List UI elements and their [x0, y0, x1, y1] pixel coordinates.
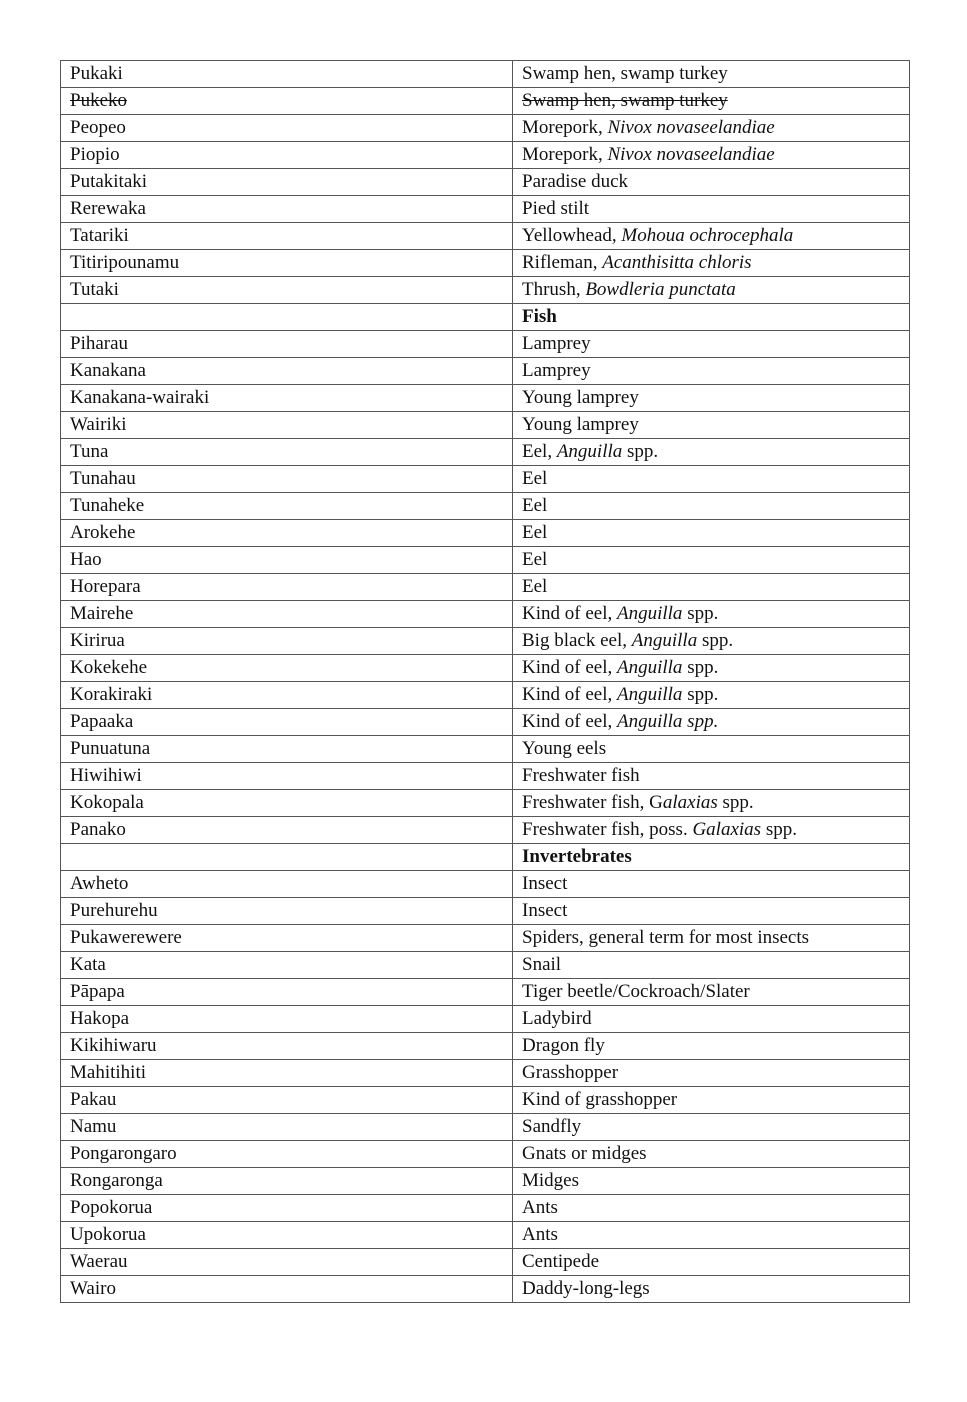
english-name-cell: [513, 223, 910, 250]
table-row: [61, 1033, 910, 1060]
table-row: [61, 601, 910, 628]
english-name-cell: [513, 898, 910, 925]
maori-name-cell: Tatariki: [61, 223, 513, 250]
common-name: Invertebrates: [522, 846, 632, 867]
english-name-cell: [513, 88, 910, 115]
scientific-name: Nivox novaseelandiae: [607, 144, 775, 165]
scientific-name: Bowdleria punctata: [585, 279, 736, 300]
maori-name-cell: [61, 844, 513, 871]
common-name: Tiger beetle/Cockroach/Slater: [522, 981, 750, 1002]
scientific-name: Mohoua ochrocephala: [621, 225, 794, 246]
common-name: Daddy-long-legs: [522, 1278, 650, 1299]
english-name-cell: [513, 628, 910, 655]
scientific-suffix: spp.: [682, 684, 719, 705]
common-name: Insect: [522, 900, 568, 921]
english-name-cell: [513, 925, 910, 952]
english-name-cell: [513, 358, 910, 385]
maori-name-cell: Pakau: [61, 1087, 513, 1114]
common-name: Young eels: [522, 738, 607, 759]
maori-name-cell: Rongaronga: [61, 1168, 513, 1195]
common-name: Morepork,: [522, 144, 608, 165]
english-name-cell: [513, 1087, 910, 1114]
table-row: [61, 736, 910, 763]
scientific-name: Anguilla: [616, 603, 683, 624]
english-name-cell: [513, 763, 910, 790]
species-table: [60, 60, 910, 1303]
common-name: Gnats or midges: [522, 1143, 647, 1164]
english-name-cell: [513, 169, 910, 196]
table-row: [61, 1276, 910, 1303]
scientific-suffix: spp.: [717, 792, 754, 813]
maori-name-cell: Punuatuna: [61, 736, 513, 763]
common-name: Freshwater fish: [522, 765, 640, 786]
english-name-cell: [513, 520, 910, 547]
common-name: Eel: [522, 495, 548, 516]
maori-name-cell: Titiripounamu: [61, 250, 513, 277]
section-header: [513, 844, 910, 871]
section-header-row: [61, 844, 910, 871]
english-name-cell: [513, 61, 910, 88]
scientific-suffix: spp.: [682, 603, 719, 624]
table-row: [61, 817, 910, 844]
english-name-cell: [513, 493, 910, 520]
common-name: Kind of eel,: [522, 684, 617, 705]
table-row: [61, 250, 910, 277]
common-name: Swamp hen, swamp turkey: [522, 90, 728, 111]
maori-name-cell: Kanakana-wairaki: [61, 385, 513, 412]
table-row: [61, 574, 910, 601]
table-row: [61, 466, 910, 493]
english-name-cell: [513, 736, 910, 763]
common-name: Sandfly: [522, 1116, 582, 1137]
common-name: Centipede: [522, 1251, 600, 1272]
common-name: Ladybird: [522, 1008, 592, 1029]
common-name: Lamprey: [522, 360, 591, 381]
common-name: Kind of grasshopper: [522, 1089, 678, 1110]
english-name-cell: [513, 682, 910, 709]
common-name: Rifleman,: [522, 252, 603, 273]
english-name-cell: [513, 250, 910, 277]
table-row: [61, 169, 910, 196]
common-name: Eel,: [522, 441, 557, 462]
english-name-cell: [513, 601, 910, 628]
maori-name-cell: Wairiki: [61, 412, 513, 439]
table-row: [61, 1114, 910, 1141]
common-name: Kind of eel,: [522, 657, 617, 678]
common-name: Fish: [522, 306, 557, 327]
scientific-suffix: spp.: [682, 657, 719, 678]
common-name: Eel: [522, 576, 548, 597]
english-name-cell: [513, 1195, 910, 1222]
common-name: Freshwater fish, poss.: [522, 819, 693, 840]
common-name: Grasshopper: [522, 1062, 619, 1083]
english-name-cell: [513, 547, 910, 574]
table-row: [61, 520, 910, 547]
maori-name-cell: Kikihiwaru: [61, 1033, 513, 1060]
english-name-cell: [513, 979, 910, 1006]
table-row: [61, 1141, 910, 1168]
document-page: [60, 60, 909, 1303]
table-row: [61, 223, 910, 250]
maori-name-cell: Pukeko: [61, 88, 513, 115]
maori-name-cell: Pukawerewere: [61, 925, 513, 952]
table-row: [61, 493, 910, 520]
maori-name-cell: Kata: [61, 952, 513, 979]
common-name: Big black eel,: [522, 630, 632, 651]
maori-name-cell: Korakiraki: [61, 682, 513, 709]
table-row: [61, 790, 910, 817]
maori-name-cell: Pukaki: [61, 61, 513, 88]
maori-name-cell: Hao: [61, 547, 513, 574]
table-row: [61, 115, 910, 142]
english-name-cell: [513, 277, 910, 304]
english-name-cell: [513, 331, 910, 358]
table-row: [61, 385, 910, 412]
common-name: Yellowhead,: [522, 225, 622, 246]
table-row: [61, 709, 910, 736]
table-row: [61, 358, 910, 385]
table-row: [61, 331, 910, 358]
table-row: [61, 439, 910, 466]
english-name-cell: [513, 871, 910, 898]
english-name-cell: [513, 1222, 910, 1249]
table-row: [61, 898, 910, 925]
common-name: Eel: [522, 522, 548, 543]
table-row: [61, 547, 910, 574]
species-table-body: [61, 61, 910, 1303]
maori-name-cell: Namu: [61, 1114, 513, 1141]
english-name-cell: [513, 1141, 910, 1168]
maori-name-cell: Arokehe: [61, 520, 513, 547]
table-row: [61, 763, 910, 790]
maori-name-cell: Horepara: [61, 574, 513, 601]
scientific-name: Anguilla spp.: [616, 711, 719, 732]
common-name: Eel: [522, 549, 548, 570]
table-row: [61, 61, 910, 88]
english-name-cell: [513, 385, 910, 412]
scientific-suffix: spp.: [622, 441, 659, 462]
maori-name-cell: Pāpapa: [61, 979, 513, 1006]
common-name: Swamp hen, swamp turkey: [522, 63, 728, 84]
scientific-name: Nivox novaseelandiae: [607, 117, 775, 138]
english-name-cell: [513, 817, 910, 844]
table-row: [61, 952, 910, 979]
common-name: Pied stilt: [522, 198, 590, 219]
table-row: [61, 1087, 910, 1114]
english-name-cell: [513, 790, 910, 817]
maori-name-cell: [61, 304, 513, 331]
english-name-cell: [513, 574, 910, 601]
maori-name-cell: Panako: [61, 817, 513, 844]
maori-name-cell: Hiwihiwi: [61, 763, 513, 790]
common-name: Snail: [522, 954, 562, 975]
maori-name-cell: Awheto: [61, 871, 513, 898]
english-name-cell: [513, 1249, 910, 1276]
english-name-cell: [513, 1006, 910, 1033]
maori-name-cell: Kokekehe: [61, 655, 513, 682]
english-name-cell: [513, 1114, 910, 1141]
common-name: Insect: [522, 873, 568, 894]
table-row: [61, 142, 910, 169]
maori-name-cell: Tuna: [61, 439, 513, 466]
table-row: [61, 88, 910, 115]
table-row: [61, 412, 910, 439]
table-row: [61, 655, 910, 682]
english-name-cell: [513, 466, 910, 493]
table-row: [61, 628, 910, 655]
english-name-cell: [513, 196, 910, 223]
maori-name-cell: Mahitihiti: [61, 1060, 513, 1087]
table-row: [61, 925, 910, 952]
maori-name-cell: Waerau: [61, 1249, 513, 1276]
common-name: Spiders, general term for most insects: [522, 927, 810, 948]
table-row: [61, 682, 910, 709]
table-row: [61, 1249, 910, 1276]
maori-name-cell: Popokorua: [61, 1195, 513, 1222]
english-name-cell: [513, 655, 910, 682]
english-name-cell: [513, 412, 910, 439]
maori-name-cell: Rerewaka: [61, 196, 513, 223]
maori-name-cell: Wairo: [61, 1276, 513, 1303]
table-row: [61, 1060, 910, 1087]
maori-name-cell: Putakitaki: [61, 169, 513, 196]
maori-name-cell: Tunahau: [61, 466, 513, 493]
scientific-name: Anguilla: [556, 441, 623, 462]
table-row: [61, 277, 910, 304]
maori-name-cell: Kokopala: [61, 790, 513, 817]
common-name: Freshwater fish, G: [522, 792, 663, 813]
english-name-cell: [513, 1168, 910, 1195]
table-row: [61, 979, 910, 1006]
section-header-row: [61, 304, 910, 331]
scientific-name: alaxias: [662, 792, 718, 813]
common-name: Young lamprey: [522, 414, 639, 435]
maori-name-cell: Papaaka: [61, 709, 513, 736]
maori-name-cell: Piopio: [61, 142, 513, 169]
maori-name-cell: Piharau: [61, 331, 513, 358]
scientific-name: Acanthisitta chloris: [602, 252, 752, 273]
scientific-name: Galaxias: [692, 819, 762, 840]
table-row: [61, 1006, 910, 1033]
scientific-suffix: spp.: [697, 630, 734, 651]
maori-name-cell: Tutaki: [61, 277, 513, 304]
table-row: [61, 1168, 910, 1195]
section-header: [513, 304, 910, 331]
table-row: [61, 196, 910, 223]
common-name: Eel: [522, 468, 548, 489]
english-name-cell: [513, 115, 910, 142]
scientific-name: Anguilla: [631, 630, 698, 651]
common-name: Ants: [522, 1197, 558, 1218]
english-name-cell: [513, 952, 910, 979]
common-name: Kind of eel,: [522, 603, 617, 624]
maori-name-cell: Kanakana: [61, 358, 513, 385]
scientific-name: Anguilla: [616, 684, 683, 705]
scientific-suffix: spp.: [761, 819, 797, 840]
common-name: Kind of eel,: [522, 711, 617, 732]
maori-name-cell: Mairehe: [61, 601, 513, 628]
common-name: Thrush,: [522, 279, 586, 300]
english-name-cell: [513, 1060, 910, 1087]
maori-name-cell: Pongarongaro: [61, 1141, 513, 1168]
maori-name-cell: Tunaheke: [61, 493, 513, 520]
common-name: Midges: [522, 1170, 579, 1191]
english-name-cell: [513, 709, 910, 736]
english-name-cell: [513, 142, 910, 169]
table-row: [61, 1195, 910, 1222]
common-name: Young lamprey: [522, 387, 639, 408]
maori-name-cell: Peopeo: [61, 115, 513, 142]
maori-name-cell: Kirirua: [61, 628, 513, 655]
common-name: Dragon fly: [522, 1035, 605, 1056]
english-name-cell: [513, 439, 910, 466]
common-name: Ants: [522, 1224, 558, 1245]
scientific-name: Anguilla: [616, 657, 683, 678]
maori-name-cell: Purehurehu: [61, 898, 513, 925]
english-name-cell: [513, 1276, 910, 1303]
common-name: Morepork,: [522, 117, 608, 138]
english-name-cell: [513, 1033, 910, 1060]
maori-name-cell: Hakopa: [61, 1006, 513, 1033]
common-name: Paradise duck: [522, 171, 629, 192]
table-row: [61, 871, 910, 898]
table-row: [61, 1222, 910, 1249]
common-name: Lamprey: [522, 333, 591, 354]
maori-name-cell: Upokorua: [61, 1222, 513, 1249]
